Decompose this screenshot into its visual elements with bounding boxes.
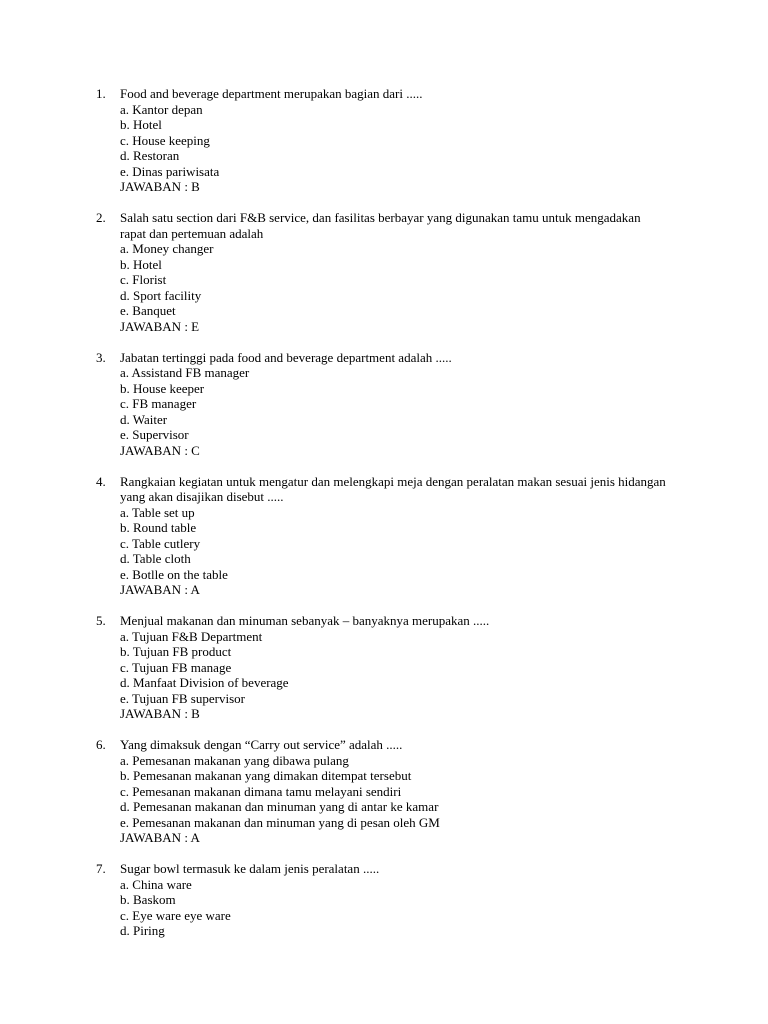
question-body <box>120 210 676 334</box>
option-e: e. Tujuan FB supervisor <box>120 690 245 706</box>
option-d: d. Table cloth <box>120 551 191 566</box>
option-b: b. House keeper <box>120 380 205 396</box>
option-e: e. Dinas pariwisata <box>120 163 220 179</box>
question-7 <box>96 861 676 939</box>
question-6 <box>96 737 676 846</box>
option-a: a. Money changer <box>120 241 214 256</box>
question-number: 7. <box>96 861 106 876</box>
option-e: e. Pemesanan makanan dan minuman yang di pesan oleh GM <box>120 814 440 830</box>
option-d: d. Pemesanan makanan dan minuman yang di antar ke kamar <box>120 799 439 814</box>
option-b: b. Pemesanan makanan yang dimakan ditempat tersebut <box>120 768 412 783</box>
option-e: e. Banquet <box>120 303 176 318</box>
option-e: e. Supervisor <box>120 427 189 442</box>
question-3 <box>96 350 676 459</box>
answer-key: JAWABAN : B <box>120 179 200 194</box>
question-text: Sugar bowl termasuk ke dalam jenis peralatan ..... <box>120 861 380 876</box>
option-c: c. Tujuan FB manage <box>120 659 232 675</box>
option-e: e. Botlle on the table <box>120 566 228 582</box>
question-body <box>120 861 676 939</box>
question-number: 2. <box>96 210 106 225</box>
option-a: a. Pemesanan makanan yang dibawa pulang <box>120 752 349 768</box>
answer-key: JAWABAN : A <box>120 582 200 597</box>
question-text: Yang dimaksuk dengan “Carry out service” adalah ..... <box>120 737 403 752</box>
question-text: Menjual makanan dan minuman sebanyak – banyaknya merupakan ..... <box>120 613 490 628</box>
question-body <box>120 86 676 195</box>
question-body <box>120 350 676 459</box>
question-number: 1. <box>96 86 106 101</box>
question-text: Rangkaian kegiatan untuk mengatur dan melengkapi meja dengan peralatan makan sesuai jenis hidangan yang akan disajikan disebut ..... <box>120 473 666 504</box>
option-a: a. China ware <box>120 876 192 892</box>
question-text: Jabatan tertinggi pada food and beverage department adalah ..... <box>120 349 452 365</box>
option-d: d. Piring <box>120 923 165 938</box>
option-a: a. Assistand FB manager <box>120 365 250 380</box>
question-body <box>120 474 676 598</box>
option-d: d. Sport facility <box>120 287 202 303</box>
answer-key: JAWABAN : E <box>120 318 200 334</box>
question-4 <box>96 474 676 598</box>
option-a: a. Kantor depan <box>120 101 203 117</box>
option-b: b. Baskom <box>120 892 176 907</box>
option-d: d. Restoran <box>120 148 180 163</box>
option-a: a. Tujuan F&B Department <box>120 628 263 644</box>
option-d: d. Waiter <box>120 411 168 427</box>
answer-key: JAWABAN : B <box>120 706 200 721</box>
option-c: c. House keeping <box>120 132 210 148</box>
option-d: d. Manfaat Division of beverage <box>120 675 289 690</box>
option-b: b. Hotel <box>120 117 162 132</box>
question-number: 5. <box>96 613 106 628</box>
question-2 <box>96 210 676 334</box>
option-c: c. Florist <box>120 272 167 287</box>
option-b: b. Round table <box>120 520 197 535</box>
question-5 <box>96 613 676 722</box>
option-b: b. Tujuan FB product <box>120 644 232 659</box>
question-1 <box>96 86 676 195</box>
question-number: 6. <box>96 737 106 752</box>
question-number: 4. <box>96 473 106 489</box>
question-body <box>120 613 676 722</box>
option-c: c. Eye ware eye ware <box>120 907 231 923</box>
question-list <box>96 86 676 954</box>
question-number: 3. <box>96 349 106 365</box>
option-b: b. Hotel <box>120 256 162 272</box>
option-c: c. Pemesanan makanan dimana tamu melayani sendiri <box>120 783 402 799</box>
question-text: Food and beverage department merupakan bagian dari ..... <box>120 86 423 101</box>
option-a: a. Table set up <box>120 504 195 520</box>
option-c: c. Table cutlery <box>120 535 201 551</box>
question-text: Salah satu section dari F&B service, dan fasilitas berbayar yang digunakan tamu untuk mengadakan rapat dan pertemuan adalah <box>120 210 641 241</box>
answer-key: JAWABAN : A <box>120 830 200 845</box>
option-c: c. FB manager <box>120 396 197 411</box>
question-body <box>120 737 676 846</box>
answer-key: JAWABAN : C <box>120 442 200 458</box>
